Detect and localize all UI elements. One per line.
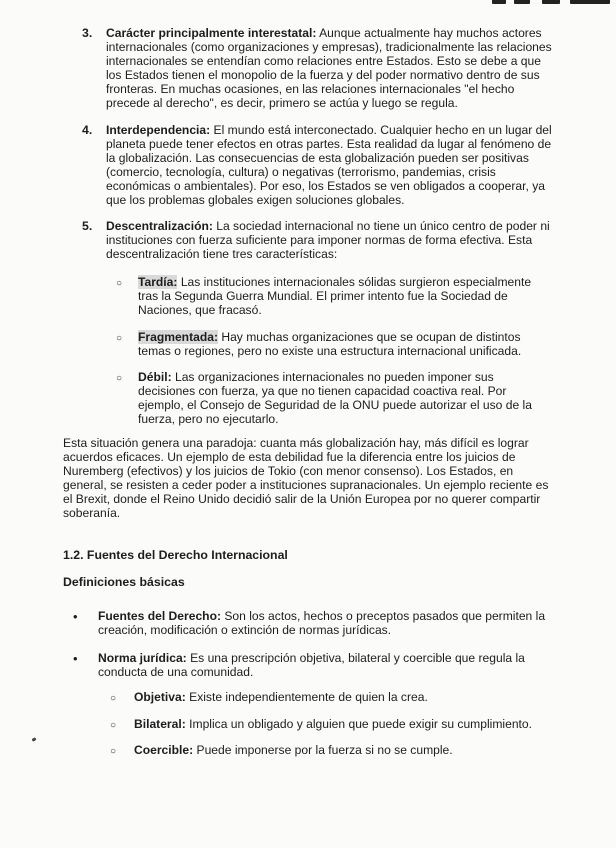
circle-bullet-icon: ○ xyxy=(116,278,123,289)
characteristic-body xyxy=(138,276,546,318)
definition-term: Norma jurídica: xyxy=(98,651,187,665)
trait-bilateral xyxy=(110,718,540,732)
characteristic-term: Tardía: xyxy=(138,275,178,289)
numbered-item-5 xyxy=(83,220,553,262)
definition-fuentes xyxy=(73,610,549,638)
trait-term: Bilateral: xyxy=(134,717,186,731)
item-text: Aunque actualmente hay muchos actores internacionales (como organizaciones y empresas), tradicionalmente las relaciones internacionales se entendían como relaciones entre Estados. Esto se debe a que los Estados tienen el monopolio de la fuerza y del poder normativo dentro de sus fronteras. En muchas ocasiones, en las relaciones internacionales "el hecho precede al derecho", es decir, primero se actúa y luego se regula. xyxy=(106,26,552,110)
trait-text: Puede imponerse por la fuerza si no se cumple. xyxy=(196,743,453,757)
item-text: El mundo está interconectado. Cualquier hecho en un lugar del planeta puede tener efectos en otras partes. Esta realidad da lugar al fenómeno de la globalización. Las consecuencias de esta globalización pueden ser positivas (comercio, tecnología, cultura) o negativas (terrorismo, pandemias, crisis económicas o ambientales). Por eso, los Estados se ven obligados a cooperar, ya que los problemas globales exigen soluciones globales. xyxy=(106,123,552,207)
trait-body xyxy=(134,718,540,732)
circle-bullet-icon: ○ xyxy=(110,693,117,704)
trait-body xyxy=(134,691,540,705)
item-body xyxy=(106,27,553,110)
item-number: 4. xyxy=(82,123,93,137)
page-header-fragment xyxy=(486,0,616,5)
trait-text: Existe independientemente de quien la crea. xyxy=(189,690,428,704)
definition-term: Fuentes del Derecho: xyxy=(98,609,221,623)
characteristic-fragmentada xyxy=(116,331,546,359)
item-body xyxy=(106,124,553,207)
characteristic-body xyxy=(138,371,546,427)
item-number: 3. xyxy=(82,26,93,40)
trait-text: Implica un obligado y alguien que puede exigir su cumplimiento. xyxy=(189,717,533,731)
trait-objetiva xyxy=(110,691,540,705)
numbered-item-4 xyxy=(83,124,553,207)
characteristic-term: Débil: xyxy=(138,370,172,384)
circle-bullet-icon: ○ xyxy=(116,373,123,384)
characteristic-term: Fragmentada: xyxy=(138,330,218,344)
characteristic-text: Hay muchas organizaciones que se ocupan de distintos temas o regiones, pero no existe una estructura internacional unificada. xyxy=(138,330,522,358)
circle-bullet-icon: ○ xyxy=(110,746,117,757)
trait-term: Coercible: xyxy=(134,743,194,757)
item-term: Descentralización: xyxy=(106,219,213,233)
numbered-item-3 xyxy=(83,27,553,110)
subsection-title: Definiciones básicas xyxy=(63,575,185,589)
item-number: 5. xyxy=(82,219,93,233)
definition-text: Son los actos, hechos o preceptos pasados que permiten la creación, modificación o extinción de normas jurídicas. xyxy=(98,609,546,637)
paradox-paragraph: Esta situación genera una paradoja: cuanta más globalización hay, más difícil es lograr acuerdos eficaces. Un ejemplo de esta debilidad fue la diferencia entre los juicios de Nuremberg (efectivos) y los juicios de Tokio (con menor consenso). Los Estados, en general, se resisten a ceder poder a instituciones supranacionales. Un ejemplo reciente es el Brexit, donde el Reino Unido decidió salir de la Unión Europea por no querer compartir soberanía. xyxy=(63,436,549,520)
characteristic-debil xyxy=(116,371,546,427)
trait-term: Objetiva: xyxy=(134,690,186,704)
definition-text: Es una prescripción objetiva, bilateral y coercible que regula la conducta de una comunidad. xyxy=(98,651,525,679)
definition-body xyxy=(98,610,549,638)
circle-bullet-icon: ○ xyxy=(116,333,123,344)
characteristic-text: Las organizaciones internacionales no pueden imponer sus decisiones con fuerza, ya que no tienen capacidad coactiva real. Por ejemplo, el Consejo de Seguridad de la ONU puede autorizar el uso de la fuerza, pero no ejecutarlo. xyxy=(138,370,532,426)
bullet-icon: • xyxy=(73,651,78,666)
characteristic-text: Las instituciones internacionales sólidas surgieron especialmente tras la Segunda Guerra Mundial. El primer intento fue la Sociedad de Naciones, que fracasó. xyxy=(138,275,532,317)
definition-norma xyxy=(73,652,549,680)
trait-body xyxy=(134,744,540,758)
characteristic-tardia xyxy=(116,276,546,318)
item-body xyxy=(106,220,553,262)
item-term: Interdependencia: xyxy=(106,123,211,137)
item-term: Carácter principalmente interestatal: xyxy=(106,26,317,40)
scan-speck xyxy=(32,737,37,742)
item-text: La sociedad internacional no tiene un único centro de poder ni instituciones con fuerza suficiente para imponer normas de forma efectiva. Esta descentralización tiene tres características: xyxy=(106,219,550,261)
trait-coercible xyxy=(110,744,540,758)
definition-body xyxy=(98,652,549,680)
bullet-icon: • xyxy=(73,609,78,624)
characteristic-body xyxy=(138,331,546,359)
circle-bullet-icon: ○ xyxy=(110,720,117,731)
section-title: 1.2. Fuentes del Derecho Internacional xyxy=(63,548,288,562)
